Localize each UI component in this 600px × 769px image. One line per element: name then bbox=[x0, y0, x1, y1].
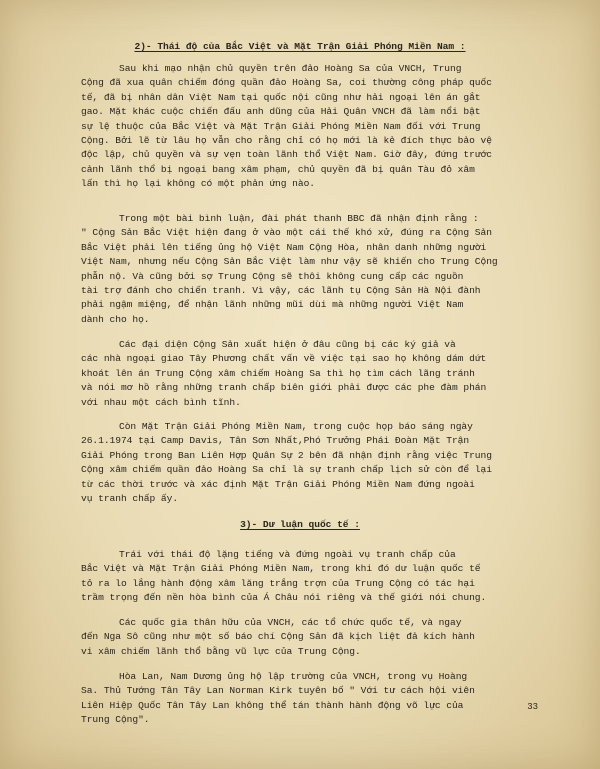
paragraph-3 bbox=[81, 338, 551, 410]
paragraph-line: " Cộng Sản Bắc Việt hiện đang ở vào một cái thế khó xử, đúng ra Cộng Sản bbox=[81, 227, 492, 239]
paragraph-line: Cộng đã xua quân chiếm đóng quần đảo Hoàng Sa, coi thường công pháp quốc bbox=[81, 77, 492, 89]
paragraph-line: Trái với thái độ lặng tiếng và đứng ngoài vụ tranh chấp của bbox=[119, 549, 456, 560]
paragraph-2 bbox=[81, 212, 551, 327]
paragraph-line: trầm trọng đến nền hòa bình của Á Châu nói riêng và thế giới nói chung. bbox=[81, 592, 487, 604]
paragraph-line: sự lệ thuộc của Bắc Việt và Mặt Trận Giải Phóng Miền Nam đối với Trung bbox=[81, 120, 481, 132]
paragraph-line: cảnh lãnh thổ bị ngoại bang xâm phạm, chủ quyền đã bị quân Tàu đỏ xâm bbox=[81, 163, 475, 175]
paragraph-line: đến Nga Sô cũng như một số báo chí Cộng Sản đã kịch liệt đả kích hành bbox=[81, 631, 475, 643]
paragraph-line: với nhau một cách bình tĩnh. bbox=[81, 396, 241, 408]
paragraph-6 bbox=[81, 616, 551, 659]
paragraph-line: tài trợ đánh cho chiến tranh. Vì vậy, các lãnh tụ Cộng Sản Hà Nội đành bbox=[81, 284, 481, 296]
paragraph-line: gao. Mặt khác cuộc chiến đấu anh dũng của Hải Quân VNCH đã làm nổi bật bbox=[81, 106, 481, 118]
paragraph-line: tế, đã bị nhân dân Việt Nam tại quốc nội cũng như hải ngoại lên án gắt bbox=[81, 91, 481, 103]
paragraph-line: Các đại diện Cộng Sản xuất hiện ở đâu cũng bị các ký giả và bbox=[119, 339, 456, 350]
paragraph-line: dành cho họ. bbox=[81, 313, 150, 325]
paragraph-line: Trong một bài bình luận, đài phát thanh BBC đã nhận định rằng : bbox=[119, 213, 479, 224]
paragraph-line: vi xâm chiếm lãnh thổ bằng vũ lực của Trung Cộng. bbox=[81, 645, 361, 657]
section-heading-2-text: 2)- Thái độ của Bắc Việt và Mặt Trận Giải Phóng Miền Nam : bbox=[134, 41, 466, 52]
section-heading-3 bbox=[0, 518, 600, 532]
paragraph-line: độc lập, chủ quyền và sự vẹn toàn lãnh thổ Việt Nam. Giờ đây, đứng trước bbox=[81, 149, 492, 161]
paragraph-line: 26.1.1974 tại Camp Davis, Tân Sơn Nhất,Phó Trưởng Phái Đoàn Mặt Trận bbox=[81, 435, 470, 447]
paragraph-line: Cộng xâm chiếm quần đảo Hoàng Sa chỉ là sự tranh chấp lịch sử còn để lại bbox=[81, 464, 492, 476]
paragraph-line: Việt Nam, nhưng nếu Cộng Sản Bắc Việt làm như vậy sẽ khiến cho Trung Cộng bbox=[81, 256, 498, 268]
paragraph-line: Cộng. Bởi lẽ từ lâu họ vẫn cho rằng chỉ có họ mới là kẻ đích thực bảo vệ bbox=[81, 134, 492, 146]
paragraph-line: tỏ ra lo lắng hành động xâm lăng trắng trợn của Trung Cộng có tác hại bbox=[81, 577, 475, 589]
paragraph-line: Bắc Việt và Mặt Trận Giải Phóng Miền Nam, trong khi đó dư luận quốc tế bbox=[81, 563, 481, 575]
paragraph-line: Liên Hiệp Quốc Tân Tây Lan không thể tán thành hành động võ lực của bbox=[81, 699, 464, 711]
paragraph-line: và nói mơ hồ rằng những tranh chấp biên giới phải được các phe đàm phán bbox=[81, 382, 487, 394]
paragraph-7 bbox=[81, 670, 551, 728]
paragraph-line: phải ngậm miệng, để nhận lãnh những mũi dùi mà những người Việt Nam bbox=[81, 299, 464, 311]
section-heading-2 bbox=[0, 40, 600, 54]
paragraph-line: lấn thì họ lại không có một phản ứng nào. bbox=[81, 178, 315, 190]
section-heading-3-text: 3)- Dư luận quốc tế : bbox=[240, 519, 360, 530]
paragraph-line: Bắc Việt phải lên tiếng ủng hộ Việt Nam Cộng Hòa, nhân danh những người bbox=[81, 241, 487, 253]
page-number: 33 bbox=[527, 702, 538, 712]
paragraph-line: các nhà ngoại giao Tây Phương chất vấn về việc tại sao họ không dám dứt bbox=[81, 353, 487, 365]
paragraph-line: Các quốc gia thân hữu của VNCH, các tổ chức quốc tế, và ngay bbox=[119, 617, 462, 628]
paragraph-line: Trung Cộng". bbox=[81, 714, 150, 726]
paragraph-1 bbox=[81, 62, 551, 192]
paragraph-line: vụ tranh chấp ấy. bbox=[81, 492, 179, 504]
paragraph-line: Hòa Lan, Nam Dương ủng hộ lập trường của VNCH, trong vụ Hoàng bbox=[119, 671, 468, 682]
paragraph-4 bbox=[81, 420, 551, 506]
paragraph-line: khoát lên án Trung Cộng xâm chiếm Hoàng Sa thì họ tìm cách lãng tránh bbox=[81, 367, 475, 379]
paragraph-line: Còn Mặt Trận Giải Phóng Miền Nam, trong cuộc họp báo sáng ngày bbox=[119, 421, 473, 432]
paragraph-line: phẫn nộ. Và cũng bởi sợ Trung Cộng sẽ thôi không cung cấp các nguồn bbox=[81, 270, 464, 282]
paragraph-line: Giải Phóng trong Ban Liên Hợp Quân Sự 2 bên đã nhận định rằng việc Trung bbox=[81, 449, 492, 461]
paragraph-line: Sa. Thủ Tướng Tân Tây Lan Norman Kirk tuyên bố " Với tư cách hội viên bbox=[81, 685, 475, 697]
paragraph-line: từ các thời trước và xác định Mặt Trận Giải Phóng Miền Nam đứng ngoài bbox=[81, 478, 475, 490]
paragraph-line: Sau khi mạo nhận chủ quyền trên đảo Hoàng Sa của VNCH, Trung bbox=[119, 63, 462, 74]
paragraph-5 bbox=[81, 548, 551, 606]
